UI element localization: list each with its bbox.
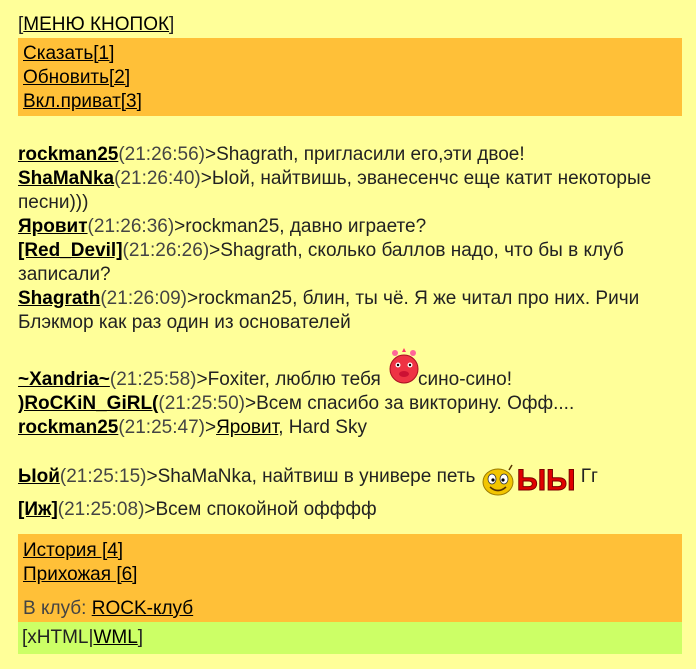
private-toggle-link[interactable]: Вкл.приват[3] xyxy=(23,91,142,112)
message-text: >Всем спасибо за викторину. Офф.... xyxy=(245,393,575,414)
nick-link[interactable]: Яровит xyxy=(18,216,88,237)
bracket-open: [ xyxy=(18,14,24,35)
chat-message xyxy=(18,416,686,440)
footer xyxy=(18,622,682,654)
nick-link[interactable]: Ыой xyxy=(18,466,60,488)
message-text: >Ыой, найтвишь, эванесенчс еще катит некоторые песни))) xyxy=(18,168,652,213)
nick-link[interactable]: rockman25 xyxy=(18,417,119,438)
bracket-close: ] xyxy=(137,627,144,648)
timestamp: (21:25:58) xyxy=(109,369,197,390)
menu-item-say xyxy=(23,42,682,66)
spacer xyxy=(18,440,686,464)
nick-link[interactable]: )RoCKiN_GiRL( xyxy=(18,393,159,414)
timestamp: (21:26:26) xyxy=(122,240,210,261)
message-text: >rockman25, блин, ты чё. Я же читал про них. Ричи Блэкмор как раз один из основателей xyxy=(18,288,640,333)
chat-message xyxy=(18,215,686,239)
club-label: В клуб: xyxy=(23,598,92,619)
chat-log xyxy=(18,143,686,522)
chat-message xyxy=(18,143,686,167)
message-text: >ShaMaNka, найтвиш в универе петь xyxy=(146,466,476,488)
hall-link[interactable]: Прихожая [6] xyxy=(23,564,138,585)
nick-link[interactable]: ~Xandria~ xyxy=(18,369,110,390)
separator: | xyxy=(88,627,94,648)
timestamp: (21:26:09) xyxy=(100,288,187,309)
nick-link[interactable]: [Red_Devil] xyxy=(18,240,123,261)
chat-message xyxy=(18,167,686,215)
message-prefix: > xyxy=(204,417,217,438)
message-text: >Всем спокойной офффф xyxy=(144,499,377,520)
timestamp: (21:25:08) xyxy=(57,499,145,520)
message-text-after: сино-сино! xyxy=(418,369,512,390)
nick-link[interactable]: [Иж] xyxy=(18,499,58,520)
timestamp: (21:26:36) xyxy=(87,216,175,237)
chat-message xyxy=(18,498,686,522)
timestamp: (21:26:40) xyxy=(114,168,201,189)
nick-link[interactable]: rockman25 xyxy=(18,144,119,165)
say-link[interactable]: Сказать[1] xyxy=(23,43,115,64)
chat-message xyxy=(18,239,686,287)
timestamp: (21:25:47) xyxy=(118,417,205,438)
wml-link[interactable]: WML xyxy=(93,627,138,648)
mention-link[interactable]: Яровит xyxy=(216,417,279,438)
message-text: >Shagrath, пригласили его,эти двое! xyxy=(204,144,525,165)
chat-message xyxy=(18,359,686,392)
timestamp: (21:25:50) xyxy=(158,393,246,414)
club-link[interactable]: ROCK-клуб xyxy=(91,598,194,619)
bottom-menu xyxy=(18,534,682,622)
message-text: >Foxiter, люблю тебя xyxy=(196,369,381,390)
club-row xyxy=(23,597,682,621)
chat-message xyxy=(18,392,686,416)
menu-item-refresh xyxy=(23,66,682,90)
xhtml-label: xHTML xyxy=(27,627,89,648)
nick-link[interactable]: Shagrath xyxy=(18,288,101,309)
history-link[interactable]: История [4] xyxy=(23,540,124,561)
refresh-link[interactable]: Обновить[2] xyxy=(23,67,131,88)
yy-smiley-text: ЫЫ xyxy=(516,464,576,497)
menu-box xyxy=(18,38,682,116)
yy-smiley-icon xyxy=(481,464,576,498)
timestamp: (21:26:56) xyxy=(118,144,205,165)
bracket-open: [ xyxy=(22,627,28,648)
button-menu-link[interactable]: МЕНЮ КНОПОК xyxy=(23,14,170,35)
message-text: , Hard Sky xyxy=(278,417,367,438)
menu-item-private xyxy=(23,90,682,114)
pig-smiley-icon xyxy=(386,359,418,391)
nick-link[interactable]: ShaMaNka xyxy=(18,168,115,189)
message-text: >rockman25, давно играете? xyxy=(174,216,427,237)
chat-message xyxy=(18,287,686,335)
message-text-after: Гг xyxy=(580,466,598,488)
chat-message xyxy=(18,464,686,498)
top-menu xyxy=(18,13,174,37)
spacer xyxy=(18,335,686,359)
timestamp: (21:25:15) xyxy=(59,466,147,488)
bracket-close: ] xyxy=(169,14,175,35)
message-text: >Shagrath, сколько баллов надо, что бы в клуб записали? xyxy=(18,240,624,285)
